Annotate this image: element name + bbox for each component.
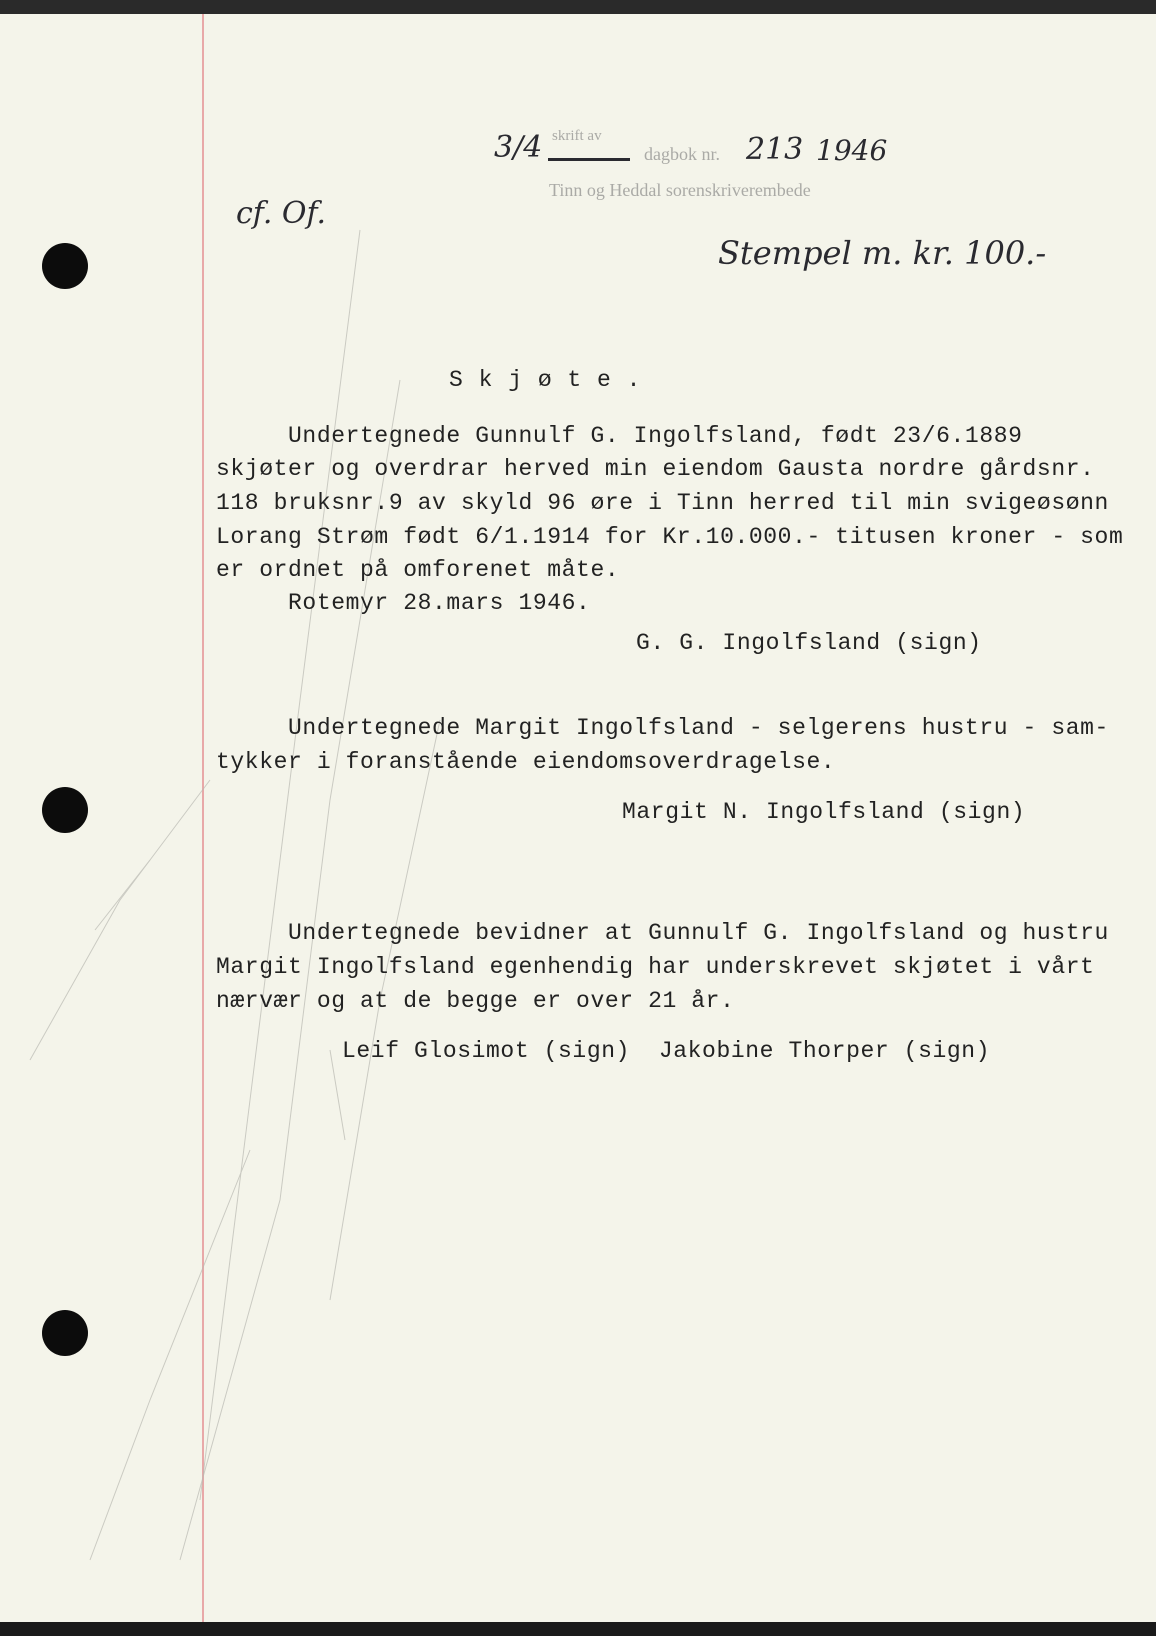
witness-line: nærvær og at de begge er over 21 år. xyxy=(216,988,735,1014)
deed-line: 118 bruksnr.9 av skyld 96 øre i Tinn herred til min svigeøsønn xyxy=(216,490,1109,516)
seller-signature: G. G. Ingolfsland (sign) xyxy=(636,630,982,656)
deed-line: Lorang Strøm født 6/1.1914 for Kr.10.000.- titusen kroner - som xyxy=(216,524,1124,550)
stamp-diary-number: 213 xyxy=(746,132,804,167)
witness-line: Margit Ingolfsland egenhendig har underskrevet skjøtet i vårt xyxy=(216,954,1095,980)
deed-title: S k j ø t e . xyxy=(449,367,642,393)
consent-line: tykker i foranstående eiendomsoverdragelse. xyxy=(216,749,836,775)
fee-note: Stempel m. kr. 100.- xyxy=(718,234,1047,272)
wife-signature: Margit N. Ingolfsland (sign) xyxy=(622,799,1026,825)
consent-line: Undertegnede Margit Ingolfsland - selgerens hustru - sam- xyxy=(216,715,1109,741)
stamp-date: 3/4 xyxy=(494,130,543,165)
margin-note: cf. Of. xyxy=(236,196,327,231)
stamp-office: Tinn og Heddal sorenskriverembede xyxy=(549,180,811,200)
stamp-year: 1946 xyxy=(816,134,888,167)
place-date: Rotemyr 28.mars 1946. xyxy=(216,590,591,616)
stamp-prefix: skrift av xyxy=(552,128,602,144)
witness-signatures: Leif Glosimot (sign) Jakobine Thorper (sign) xyxy=(342,1038,991,1064)
scan-bottom-edge xyxy=(0,1622,1156,1636)
witness-line: Undertegnede bevidner at Gunnulf G. Ingolfsland og hustru xyxy=(216,920,1109,946)
stamp-underline xyxy=(548,158,630,161)
deed-line: skjøter og overdrar herved min eiendom Gausta nordre gårdsnr. xyxy=(216,456,1095,482)
deed-line: Undertegnede Gunnulf G. Ingolfsland, født 23/6.1889 xyxy=(216,423,1023,449)
deed-line: er ordnet på omforenet måte. xyxy=(216,557,620,583)
stamp-diary-label: dagbok nr. xyxy=(644,144,720,164)
